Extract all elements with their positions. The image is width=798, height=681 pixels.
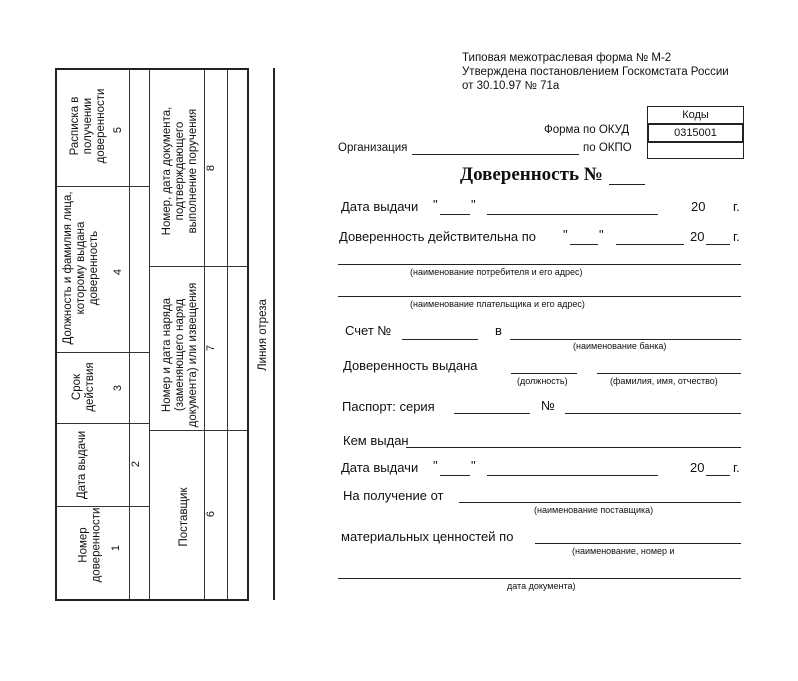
- stub-divider: [57, 423, 149, 424]
- document-field[interactable]: [535, 543, 741, 544]
- issue-date-label: Дата выдачи: [341, 199, 419, 214]
- okpo-label: по ОКПО: [583, 142, 632, 154]
- quote-close: ": [471, 197, 476, 212]
- document-date-hint: дата документа): [507, 581, 576, 591]
- issued-by-label: Кем выдан: [343, 433, 409, 448]
- document-date-field[interactable]: [338, 578, 741, 579]
- position-field[interactable]: [511, 373, 577, 374]
- passport-num-sign: №: [541, 398, 555, 413]
- stub-col1-header: Номер доверенности: [77, 507, 103, 583]
- year-prefix: 20: [690, 460, 705, 475]
- document-number-field[interactable]: [609, 184, 645, 185]
- issue2-day-field[interactable]: [440, 475, 470, 476]
- supplier-hint: (наименование поставщика): [534, 505, 654, 515]
- position-hint: (должность): [517, 376, 568, 386]
- valuables-label: материальных ценностей по: [341, 529, 514, 544]
- organization-field[interactable]: [412, 154, 579, 155]
- okud-label: Форма по ОКУД: [544, 124, 630, 136]
- valid-until-label: Доверенность действительна по: [339, 229, 537, 244]
- stub-divider: [57, 186, 149, 187]
- stub-num-8: 8: [205, 164, 218, 172]
- cut-line-label: Линия отреза: [257, 299, 269, 371]
- bank-hint: (наименование банка): [573, 341, 667, 351]
- stub-num-3: 3: [112, 384, 125, 392]
- form-type-line1: Типовая межотраслевая форма № М-2: [462, 52, 672, 64]
- consumer-field[interactable]: [338, 264, 741, 265]
- valid-day-field[interactable]: [570, 244, 598, 245]
- stub-col3-header: Срок действия: [71, 362, 96, 412]
- document-title: Доверенность №: [460, 164, 603, 185]
- issue2-month-field[interactable]: [487, 475, 658, 476]
- stub-divider: [149, 70, 150, 599]
- organization-label: Организация: [338, 142, 408, 154]
- year-prefix: 20: [690, 229, 705, 244]
- codes-title: Коды: [648, 107, 743, 124]
- bank-field[interactable]: [510, 339, 741, 340]
- okpo-value[interactable]: [648, 142, 743, 158]
- stub-num-7: 7: [205, 344, 218, 352]
- quote-close: ": [471, 458, 476, 473]
- stub-num-1: 1: [110, 544, 123, 552]
- stub-divider: [149, 266, 247, 267]
- form-type-line3: от 30.10.97 № 71а: [462, 80, 560, 92]
- stub-col6-header: Поставщик: [178, 487, 190, 547]
- passport-series-field[interactable]: [454, 413, 530, 414]
- stub-col7-header: Номер и дата наряда (заменяющего наряд документа) или извещения: [161, 282, 199, 428]
- in-label: в: [495, 323, 502, 338]
- issued-to-label: Доверенность выдана: [343, 358, 478, 373]
- stub-num-5: 5: [112, 126, 125, 134]
- payer-field[interactable]: [338, 296, 741, 297]
- supplier-field[interactable]: [459, 502, 741, 503]
- quote-open: ": [433, 458, 438, 473]
- stub-table: [55, 68, 249, 601]
- account-field[interactable]: [402, 339, 478, 340]
- stub-col8-header: Номер, дата документа, подтверждающего выполнение поручения: [161, 106, 199, 236]
- quote-open: ": [433, 197, 438, 212]
- issue2-year-field[interactable]: [706, 475, 730, 476]
- payer-hint: (наименование плательщика и его адрес): [410, 299, 585, 309]
- cut-line: [273, 68, 275, 600]
- stub-divider: [227, 70, 228, 599]
- consumer-hint: (наименование потребителя и его адрес): [410, 267, 583, 277]
- account-label: Счет №: [345, 323, 392, 338]
- stub-col4-header: Должность и фамилия лица, которому выдана доверенность: [62, 191, 100, 345]
- passport-label: Паспорт: серия: [342, 399, 435, 414]
- issue-month-field[interactable]: [487, 214, 658, 215]
- fio-field[interactable]: [597, 373, 741, 374]
- year-prefix: 20: [691, 199, 706, 214]
- document-hint: (наименование, номер и: [572, 546, 675, 556]
- stub-col2-header: Дата выдачи: [76, 430, 88, 500]
- codes-table: [647, 106, 744, 159]
- stub-num-4: 4: [112, 268, 125, 276]
- valid-month-field[interactable]: [616, 244, 684, 245]
- stub-num-6: 6: [205, 510, 218, 518]
- stub-divider: [129, 70, 130, 599]
- issued-by-field[interactable]: [406, 447, 741, 448]
- quote-open: ": [563, 227, 568, 242]
- stub-num-2: 2: [130, 460, 143, 468]
- issue-day-field[interactable]: [440, 214, 470, 215]
- stub-col5-header: Расписка в получении доверенности: [69, 88, 107, 164]
- quote-close: ": [599, 227, 604, 242]
- year-g: г.: [733, 460, 740, 475]
- receive-from-label: На получение от: [343, 488, 444, 503]
- fio-hint: (фамилия, имя, отчество): [610, 376, 718, 386]
- okud-value[interactable]: 0315001: [647, 123, 744, 143]
- year-g: г.: [733, 229, 740, 244]
- passport-number-field[interactable]: [565, 413, 741, 414]
- valid-year-field[interactable]: [706, 244, 730, 245]
- issue-date2-label: Дата выдачи: [341, 460, 419, 475]
- form-type-line2: Утверждена постановлением Госкомстата России: [462, 66, 729, 78]
- year-g: г.: [733, 199, 740, 214]
